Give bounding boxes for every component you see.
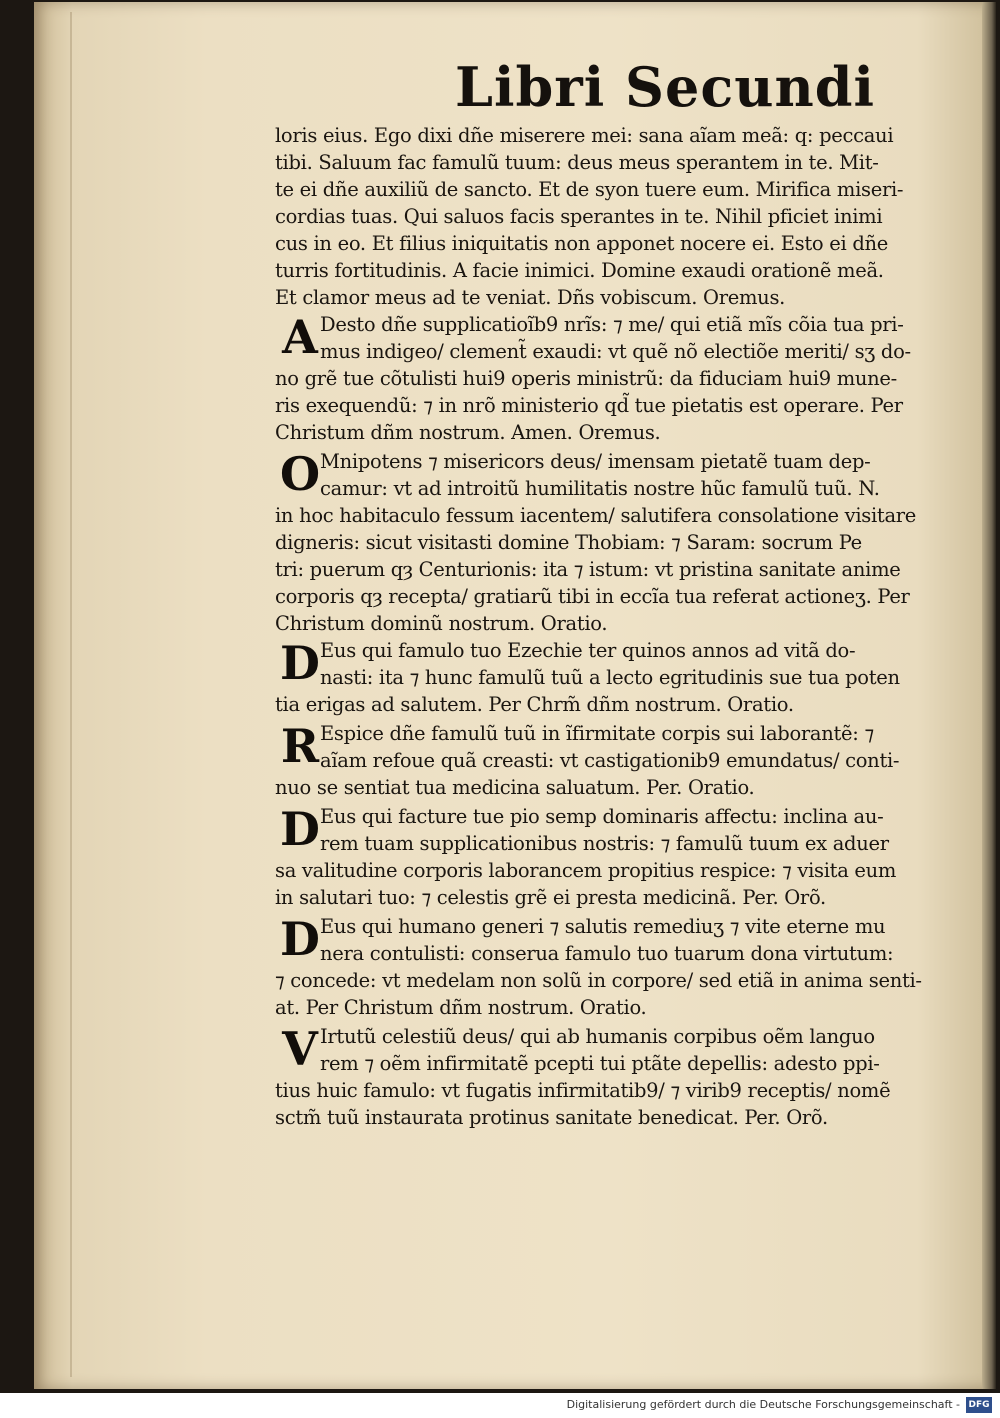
text-line: cordias tuas. Qui saluos facis sperantes in te. Nihil pficiet inimi — [275, 205, 883, 228]
text-line: tri: puerum qȝ Centurionis: ita ⁊ istum: vt pristina sanitate anime — [275, 558, 901, 581]
text-line: te ei dñe auxiliũ de sancto. Et de syon tuere eum. Mirifica miseri- — [275, 178, 904, 201]
text-line: Christum dñm nostrum. Amen. Oremus. — [275, 421, 661, 444]
text-line: camur: vt ad introitũ humilitatis nostre hũc famulũ tuũ. N. — [320, 477, 880, 500]
text-line: sa valitudine corporis laborancem propitius respice: ⁊ visita eum — [275, 859, 897, 882]
text-line: Irtutũ celestiũ deus/ qui ab humanis corpibus oẽm languo — [320, 1025, 875, 1048]
page-edge — [982, 2, 996, 1389]
initial-letter: A — [282, 311, 318, 363]
text-line: Espice dñe famulũ tuũ in ĩfirmitate corpis sui laborantẽ: ⁊ — [320, 722, 874, 745]
text-line: no grẽ tue cõtulisti hui9 operis ministrũ: da fiduciam hui9 mune- — [275, 367, 897, 390]
text-line: mus indigeo/ clement̃ exaudi: vt quẽ nõ electiõe meriti/ sʒ do- — [320, 340, 911, 363]
initial-letter: D — [280, 803, 320, 855]
text-line: corporis qȝ recepta/ gratiarũ tibi in eccĩa tua referat actioneʒ. Per — [275, 585, 910, 608]
footer-bar — [0, 1393, 1000, 1418]
initial-letter: D — [280, 913, 320, 965]
text-line: in salutari tuo: ⁊ celestis grẽ ei presta medicinã. Per. Orõ. — [275, 886, 826, 909]
initial-letter: R — [280, 720, 320, 772]
text-line: Et clamor meus ad te veniat. Dñs vobiscum. Oremus. — [275, 286, 786, 309]
text-line: aĩam refoue quã creasti: vt castigationib9 emundatus/ conti- — [320, 749, 900, 772]
text-line: sctm̃ tuũ instaurata protinus sanitate benedicat. Per. Orõ. — [275, 1106, 828, 1129]
text-line: nera contulisti: conserua famulo tuo tuarum dona virtutum: — [320, 942, 894, 965]
text-line: ris exequendũ: ⁊ in nrõ ministerio qd̃ tue pietatis est operare. Per — [275, 394, 903, 417]
text-line: Desto dñe supplicatioĩb9 nrĩs: ⁊ me/ qui etiã mĩs cõia tua pri- — [320, 313, 904, 336]
text-line: rem tuam supplicationibus nostris: ⁊ famulũ tuum ex aduer — [320, 832, 889, 855]
text-line: Eus qui famulo tuo Ezechie ter quinos annos ad vitã do- — [320, 639, 856, 662]
text-line: Christum dominũ nostrum. Oratio. — [275, 612, 608, 635]
text-line: tibi. Saluum fac famulũ tuum: deus meus sperantem in te. Mit- — [275, 151, 879, 174]
text-line: Eus qui facture tue pio semp dominaris affectu: inclina au- — [320, 805, 884, 828]
text-line: loris eius. Ego dixi dñe miserere mei: sana aĩam meã: q: peccaui — [275, 124, 894, 147]
text-line: tia erigas ad salutem. Per Chrm̃ dñm nostrum. Oratio. — [275, 693, 794, 716]
bleed-line — [70, 12, 72, 1377]
text-line: rem ⁊ oẽm infirmitatẽ pcepti tui ptãte depellis: adesto ppi- — [320, 1052, 880, 1075]
text-line: Eus qui humano generi ⁊ salutis remediuʒ ⁊ vite eterne mu — [320, 915, 886, 938]
text-line: turris fortitudinis. A facie inimici. Domine exaudi orationẽ meã. — [275, 259, 884, 282]
dfg-logo[interactable]: DFG — [966, 1397, 992, 1413]
text-line: digneris: sicut visitasti domine Thobiam: ⁊ Saram: socrum Pe — [275, 531, 862, 554]
text-line: tius huic famulo: vt fugatis infirmitatib9/ ⁊ virib9 receptis/ nomẽ — [275, 1079, 891, 1102]
text-line: Mnipotens ⁊ misericors deus/ imensam pietatẽ tuam dep- — [320, 450, 871, 473]
funding-notice: Digitalisierung gefördert durch die Deutsche Forschungsgemeinschaft - — [566, 1398, 960, 1411]
text-line: nuo se sentiat tua medicina saluatum. Per. Oratio. — [275, 776, 755, 799]
initial-letter: O — [280, 448, 320, 500]
text-line: cus in eo. Et filius iniquitatis non apponet nocere ei. Esto ei dñe — [275, 232, 889, 255]
initial-letter: D — [280, 637, 320, 689]
initial-letter: V — [282, 1023, 318, 1075]
text-line: in hoc habitaculo fessum iacentem/ salutifera consolatione visitare — [275, 504, 917, 527]
text-line: ⁊ concede: vt medelam non solũ in corpore/ sed etiã in anima senti- — [275, 969, 922, 992]
running-heading: Libri Secundi — [455, 55, 876, 119]
text-line: nasti: ita ⁊ hunc famulũ tuũ a lecto egritudinis sue tua poten — [320, 666, 900, 689]
text-line: at. Per Christum dñm nostrum. Oratio. — [275, 996, 647, 1019]
